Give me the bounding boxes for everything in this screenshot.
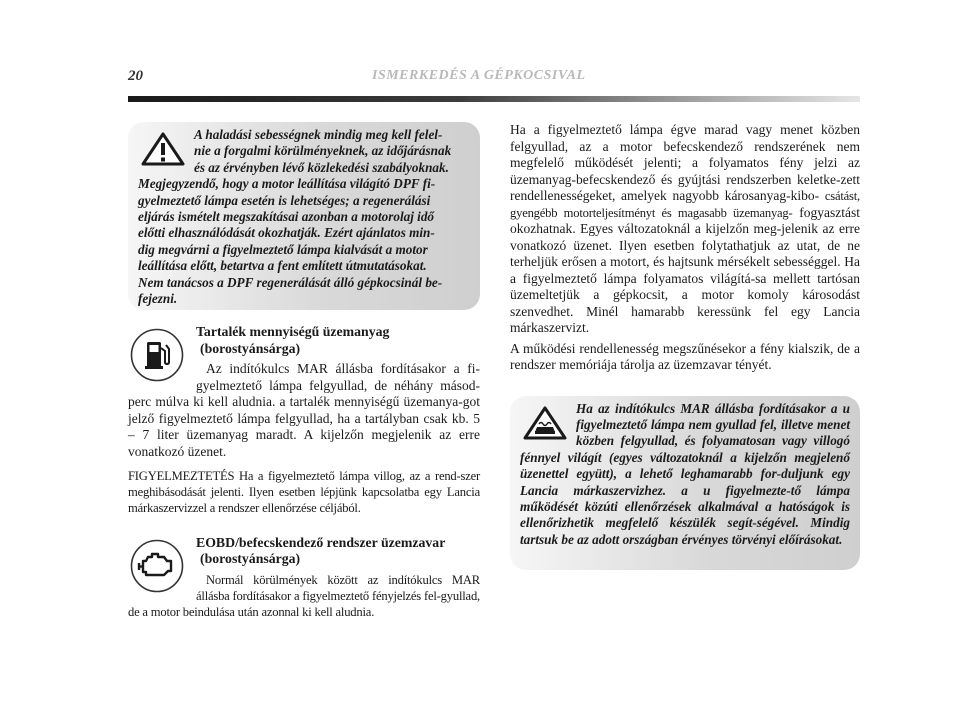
warning-triangle-icon [140, 131, 186, 167]
warning-line-7: előtti elhasználódását okozhatják. Ezért ajánlatos min- [138, 225, 435, 241]
warning-line-1: A haladási sebességnek mindig meg kell felel- [194, 127, 443, 142]
warning-line-10: Nem tanácsos a DPF regenerálását álló gépkocsinál be- [138, 274, 443, 290]
mil-note-box [510, 396, 860, 570]
warning-line-2: nie a forgalmi körülményeknek, az időjárásnak [194, 143, 452, 159]
header-rule [128, 96, 860, 102]
fuel-pump-icon [130, 328, 184, 382]
right-paragraph-2: A működési rendellenesség megszűnésekor a fény kialszik, de a rendszer memóriája tárolja az üzemzavar tényét. [510, 340, 860, 372]
running-head: ISMERKEDÉS A GÉPKOCSIVAL [372, 68, 586, 83]
page-number: 20 [128, 68, 143, 84]
eobd-subtitle: (borostyánsárga) [200, 551, 301, 567]
eobd-section-title [190, 535, 480, 568]
warning-line-8: dig megvárni a figyelmeztető lámpa kialvását a motor [138, 241, 428, 257]
fuel-section-title [190, 324, 480, 357]
warning-line-11: fejezni. [138, 291, 178, 307]
engine-check-icon [130, 539, 184, 593]
right-paragraph-1c: fogyasztást okozhatnak. Egyes változatoknál a kijelzőn meg-jelenik az erre vonatkozó üzenet. Ilyen esetben folytathatjuk az utat, de ne terheljük erősen a motort, és hajtsunk mérsékelt sebességgel. Ha a figyelmeztető lámpa folyamatos világítá-sa mellett tartósan üzemeltetjük a gépkocsit, a motor komoly károsodást szenvedhet. Minél hamarabb keressünk fel egy Lancia márkaszervizt. [510, 204, 861, 335]
warning-line-3: és az érvényben lévő közlekedési szabályoknak. [194, 159, 449, 175]
right-paragraph-1a: Ha a figyelmeztető lámpa égve marad vagy menet közben felgyullad, az a motor befecskendező rendszerének nem megfelelő működését jelenti; a folyamatos fény jelzi az üzemanyag-befecskendező és gyújtási rendszerben keletke-zett rendellenességeket, amelyek nagyobb károsanyag-kibo- [510, 122, 860, 203]
eobd-paragraph: Normál körülmények között az indítókulcs MAR állásba fordításakor a figyelmeztető fényjelzés fel-gyullad, de a motor beindulása után azonnal ki kell aludnia. [128, 572, 480, 620]
warning-line-9: leállítása előtt, betartva a fent említett útmutatásokat. [138, 258, 427, 274]
mil-text: Ha az indítókulcs MAR állásba fordításakor a u figyelmeztető lámpa nem gyullad fel, illetve menet közben felgyullad, és folyamatosan vagy villogó fénnyel világít (egyes változatoknál a kijelzőn megjelenő üzenettel együtt), a lehető leghamarabb for-duljunk egy Lancia márkaszervizhez. a u figyelmezte-tő lámpa működését közúti ellenőrzések alkalmával a hatóságok is ellenőrizhetik megfelelő készülék segít-ségével. Mindig tartsuk be az adott országban érvényes törvényi előírásokat. [520, 400, 850, 547]
right-paragraph-1b: csátást, gyengébb motorteljesítményt és magasabb üzemanyag- [510, 189, 860, 220]
eobd-section [128, 535, 480, 621]
warning-note-box [128, 122, 480, 310]
right-paragraph-1 [510, 122, 860, 337]
warning-line-5: gyelmeztető lámpa esetén is lehetséges; a regenerálási [138, 192, 431, 208]
fuel-title: Tartalék mennyiségű üzemanyag [196, 324, 390, 339]
fuel-reserve-section [128, 324, 480, 517]
warning-line-4: Megjegyzendő, hogy a motor leállítása világító DPF fi- [138, 176, 436, 192]
fuel-paragraph: Az indítókulcs MAR állásba fordításakor a fi-gyelmeztető lámpa felgyullad, de néhány másod-perc múlva ki kell aludnia. a tartalék mennyiségű üzemanya-got jelző figyelmeztető lámpa felgyullad, ha a tartályban csak kb. 5 – 7 liter üzemanyag maradt. A kijelzőn megjelenik az erre vonatkozó üzenet. [128, 361, 480, 459]
warning-line-6: eljárás ismételt megszakításai azonban a motorolaj idő [138, 209, 435, 225]
car-emission-warning-icon [522, 405, 568, 441]
right-column [510, 122, 860, 570]
eobd-title: EOBD/befecskendező rendszer üzemzavar [196, 534, 446, 550]
left-column [128, 122, 480, 620]
fuel-warning-paragraph: FIGYELMEZTETÉS Ha a figyelmeztető lámpa villog, az a rend-szer meghibásodását jelenti. Ilyen esetben lépjünk kapcsolatba egy Lancia márkaszervizzel a rendszer ellenőrzése céljából. [128, 469, 480, 516]
fuel-subtitle: (borostyánsárga) [200, 340, 301, 356]
